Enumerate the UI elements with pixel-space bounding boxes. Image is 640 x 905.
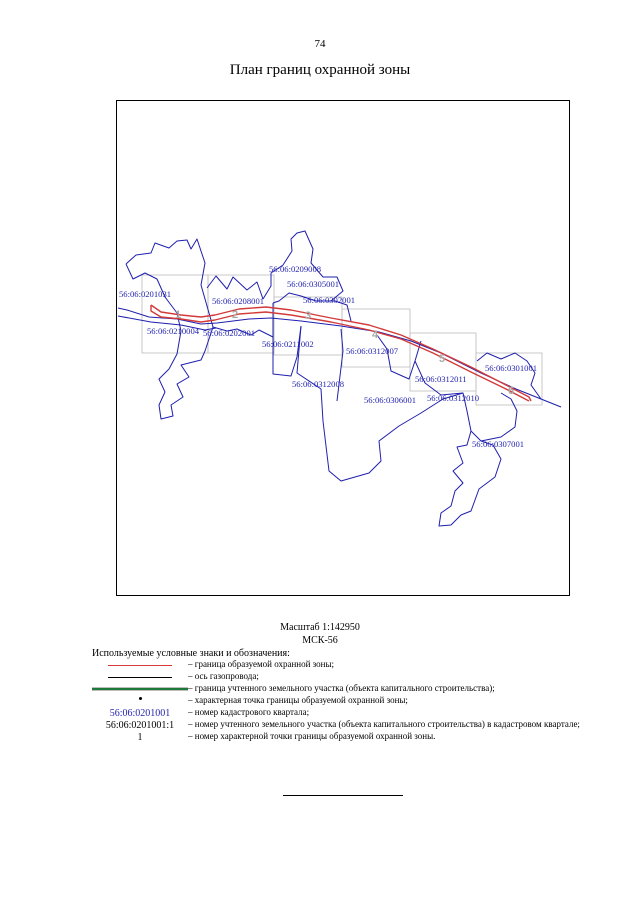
cadastral-label: 56:06:0302001	[303, 295, 356, 305]
point-number: 4	[372, 329, 379, 341]
map-scale: Масштаб 1:142950	[280, 622, 360, 633]
legend-symbol-dot	[92, 695, 188, 707]
legend-symbol-land-parcel: 56:06:0201001:1	[105, 719, 175, 731]
legend-symbol-point-number: 1	[137, 731, 143, 743]
legend-text: – номер характерной точки границы образуемой охранной зоны.	[188, 731, 436, 741]
legend-text: – ось газопровода;	[188, 671, 259, 681]
boundary-line	[118, 308, 561, 407]
cadastral-label: 56:06:0211002	[262, 339, 314, 349]
legend-text: – характерная точка границы образуемой охранной зоны;	[188, 695, 408, 705]
cadastral-label: 56:06:0202001	[203, 328, 256, 338]
cadastral-label: 56:06:0301001	[485, 363, 538, 373]
legend-symbol-green-line	[92, 683, 188, 695]
legend-text: – граница учтенного земельного участка (объекта капитального строительства);	[188, 683, 495, 693]
point-number: 2	[232, 309, 239, 321]
legend-item	[92, 671, 612, 683]
cadastral-label: 56:06:0307001	[472, 439, 525, 449]
legend-text: – граница образуемой охранной зоны;	[188, 659, 335, 669]
cadastral-label: 56:06:0305001	[287, 279, 340, 289]
legend-symbol-cadastral-quarter: 56:06:0201001	[109, 707, 171, 719]
legend-item	[92, 719, 612, 731]
cadastral-label: 56:06:0201031	[119, 289, 172, 299]
legend-item	[92, 695, 612, 707]
point-number: 3	[305, 310, 312, 322]
legend-text: – номер кадастрового квартала;	[188, 707, 310, 717]
cadastral-label: 56:06:0210004	[147, 326, 200, 336]
cadastral-label: 56:06:0312010	[427, 393, 480, 403]
page-number: 74	[314, 38, 326, 50]
legend-item	[92, 659, 612, 671]
cadastral-label: 56:06:0306001	[364, 395, 417, 405]
map-canvas	[117, 101, 571, 597]
legend	[92, 659, 612, 743]
cadastral-label: 56:06:0312011	[415, 374, 467, 384]
point-number: 6	[508, 385, 515, 397]
cadastral-label: 56:06:0209008	[269, 264, 322, 274]
bottom-divider	[283, 795, 403, 796]
legend-item	[92, 707, 612, 719]
legend-item	[92, 731, 612, 743]
legend-symbol-black-line	[92, 671, 188, 683]
legend-title: Используемые условные знаки и обозначения:	[92, 648, 290, 659]
point-number: 1	[175, 309, 182, 321]
legend-text: – номер учтенного земельного участка (объекта капитального строительства) в кадастровом квартале;	[188, 719, 580, 729]
map-frame	[116, 100, 570, 596]
cadastral-label: 56:06:0208001	[212, 296, 265, 306]
legend-item	[92, 683, 612, 695]
point-number: 5	[439, 353, 446, 365]
coordinate-system: МСК-56	[302, 635, 338, 646]
legend-symbol-red-line	[92, 659, 188, 671]
page-title: План границ охранной зоны	[229, 62, 411, 78]
cadastral-label: 56:06:0312007	[346, 346, 399, 356]
cadastral-label: 56:06:0312008	[292, 379, 345, 389]
